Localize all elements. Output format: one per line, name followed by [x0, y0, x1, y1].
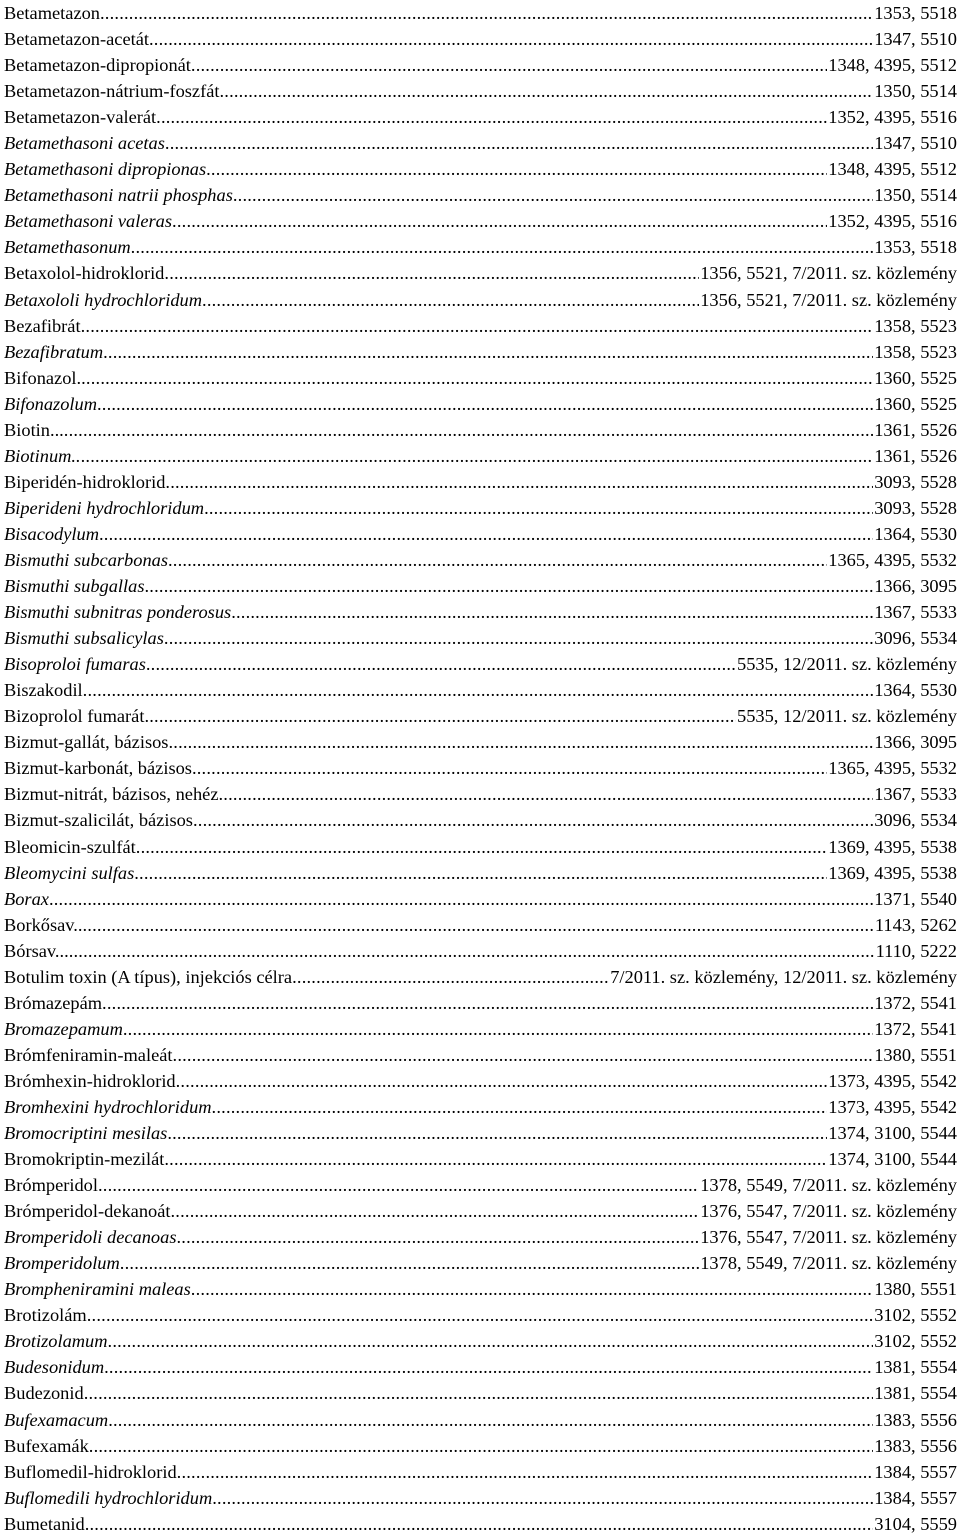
index-entry — [4, 78, 957, 104]
index-entry — [4, 313, 957, 339]
index-entry — [4, 52, 957, 78]
dot-leader — [81, 443, 874, 469]
dot-leader — [97, 391, 873, 417]
dot-leader — [173, 1042, 874, 1068]
index-pages: 1360, 5525 — [874, 393, 957, 414]
index-pages: 7/2011. sz. közlemény, 12/2011. sz. közlemény — [610, 966, 957, 987]
dot-leader — [172, 208, 827, 234]
dot-leader — [84, 1380, 874, 1406]
index-entry — [4, 1120, 957, 1146]
index-entry — [4, 287, 957, 313]
index-pages: 3096, 5534 — [874, 810, 957, 831]
index-term: Bismuthi subcarbonas — [4, 549, 168, 570]
dot-leader — [98, 1172, 699, 1198]
index-pages: 1110, 5222 — [875, 940, 957, 961]
index-pages: 1356, 5521, 7/2011. sz. közlemény — [700, 263, 957, 284]
index-pages: 1373, 4395, 5542 — [828, 1096, 957, 1117]
index-term: Brotizolamum — [4, 1331, 108, 1352]
index-pages: 1364, 5530 — [874, 523, 957, 544]
index-pages: 1367, 5533 — [874, 784, 957, 805]
index-entry — [4, 1042, 957, 1068]
index-pages: 1376, 5547, 7/2011. sz. közlemény — [700, 1201, 957, 1222]
index-pages: 1380, 5551 — [874, 1279, 957, 1300]
index-pages: 1356, 5521, 7/2011. sz. közlemény — [700, 289, 957, 310]
index-pages: 1143, 5262 — [874, 914, 957, 935]
index-entry — [4, 234, 957, 260]
index-entry — [4, 1354, 957, 1380]
index-entry — [4, 469, 957, 495]
index-term: Brómperidol-dekanoát — [4, 1201, 171, 1222]
index-entry — [4, 1380, 957, 1406]
index-entry — [4, 573, 957, 599]
index-pages: 1376, 5547, 7/2011. sz. közlemény — [700, 1227, 957, 1248]
index-term: Betametazon — [4, 3, 100, 23]
index-entry — [4, 599, 957, 625]
index-entry — [4, 834, 957, 860]
index-entry — [4, 1433, 957, 1459]
dot-leader — [165, 130, 873, 156]
index-pages: 1358, 5523 — [874, 341, 957, 362]
index-term: Bórsav... — [4, 940, 69, 961]
index-term: Betaxolol-hidroklorid — [4, 263, 165, 284]
index-pages: 1372, 5541 — [874, 1018, 957, 1039]
dot-leader — [176, 1224, 699, 1250]
index-pages: 1361, 5526 — [874, 445, 957, 466]
index-term: Biotin... — [4, 419, 64, 440]
index-pages: 1361, 5526 — [874, 419, 957, 440]
dot-leader — [49, 886, 873, 912]
index-entry — [4, 1302, 957, 1328]
index-entry — [4, 26, 957, 52]
index-term: Bisacodylum — [4, 523, 99, 544]
index-entry — [4, 1094, 957, 1120]
dot-leader — [206, 156, 827, 182]
dot-leader — [164, 1146, 827, 1172]
index-term: Bizmut-nitrát, bázisos, nehéz — [4, 784, 219, 805]
dot-leader — [69, 938, 875, 964]
index-entry — [4, 625, 957, 651]
index-pages: 1366, 3095 — [874, 732, 957, 753]
index-pages: 1380, 5551 — [874, 1044, 957, 1065]
index-pages: 1366, 3095 — [874, 576, 957, 597]
index-term: Bromperidolum — [4, 1253, 120, 1274]
dot-leader — [136, 834, 828, 860]
index-entry — [4, 1172, 957, 1198]
index-entry — [4, 886, 957, 912]
index-entry — [4, 443, 957, 469]
index-entry — [4, 1224, 957, 1250]
index-term: Brómfeniramin-maleát — [4, 1044, 173, 1065]
index-pages: 1372, 5541 — [874, 992, 957, 1013]
dot-leader — [202, 287, 699, 313]
index-term: Brómhexin-hidroklorid — [4, 1070, 176, 1091]
index-entry — [4, 729, 957, 755]
index-pages: 1371, 5540 — [874, 888, 957, 909]
dot-leader — [212, 1094, 828, 1120]
dot-leader — [83, 912, 874, 938]
dot-leader — [164, 625, 873, 651]
dot-leader — [167, 1120, 827, 1146]
index-term: Bleomicin-szulfát — [4, 836, 136, 857]
index-pages: 1383, 5556 — [874, 1409, 957, 1430]
index-entry — [4, 365, 957, 391]
index-pages: 3093, 5528 — [874, 497, 957, 518]
index-pages: 1384, 5557 — [874, 1487, 957, 1508]
index-term: Bromocriptini mesilas — [4, 1123, 168, 1144]
index-pages: 1381, 5554 — [874, 1357, 957, 1378]
dot-leader — [103, 339, 873, 365]
dot-leader — [193, 807, 873, 833]
index-entry — [4, 860, 957, 886]
index-pages: 5535, 12/2011. sz. közlemény — [737, 706, 957, 727]
dot-leader — [108, 1407, 873, 1433]
index-term: Borkősav.. — [4, 914, 83, 935]
index-entry — [4, 1016, 957, 1042]
index-entry — [4, 651, 957, 677]
index-pages: 1384, 5557 — [874, 1461, 957, 1482]
index-entry — [4, 260, 957, 286]
index-term: Betametazon-valerát — [4, 107, 157, 128]
index-pages: 1353, 5518 — [874, 237, 957, 258]
index-entry — [4, 677, 957, 703]
dot-leader — [83, 677, 874, 703]
index-term: Bufexamák — [4, 1435, 89, 1456]
index-term: Bromokriptin-mezilát — [4, 1149, 165, 1170]
index-entry — [4, 781, 957, 807]
index-term: Bizoprolol fumarát — [4, 706, 145, 727]
index-term: Brómperidol — [4, 1175, 98, 1196]
index-term: Bleomycini sulfas — [4, 862, 135, 883]
index-pages: 1365, 4395, 5532 — [828, 549, 957, 570]
index-term: Betametazon-dipropionát — [4, 55, 191, 76]
index-pages: 3096, 5534 — [874, 628, 957, 649]
dot-leader — [87, 1302, 873, 1328]
index-pages: 3093, 5528 — [874, 471, 957, 492]
dot-leader — [144, 703, 736, 729]
index-pages: 1360, 5525 — [874, 367, 957, 388]
index-entry — [4, 1485, 957, 1511]
index-pages: 1369, 4395, 5538 — [828, 862, 957, 883]
index-pages: 1352, 4395, 5516 — [828, 107, 957, 128]
dot-leader — [123, 1016, 873, 1042]
index-term: Bufexamacum — [4, 1409, 109, 1430]
dot-leader — [204, 495, 873, 521]
index-term: Bizmut-szalicilát, bázisos — [4, 810, 193, 831]
dot-leader — [131, 234, 874, 260]
index-term: Buflomedil-hidroklorid — [4, 1461, 177, 1482]
dot-leader — [102, 990, 873, 1016]
index-term: Bumetanid — [4, 1513, 85, 1534]
dot-leader — [100, 0, 873, 26]
dot-leader — [191, 1276, 873, 1302]
index-term: Bizmut-karbonát, bázisos — [4, 758, 192, 779]
index-term: Bismuthi subgallas — [4, 576, 145, 597]
index-term: Betamethasoni natrii phosphas — [4, 185, 233, 206]
index-entry — [4, 1250, 957, 1276]
index-term: Brotizolám — [4, 1305, 87, 1326]
dot-leader — [146, 651, 736, 677]
index-entry — [4, 912, 957, 938]
dot-leader — [81, 313, 874, 339]
index-term: Bifonazolum — [4, 393, 97, 414]
index-pages: 3102, 5552 — [874, 1331, 957, 1352]
index-pages: 1365, 4395, 5532 — [828, 758, 957, 779]
dot-leader — [219, 78, 873, 104]
index-term: Bromperidoli decanoas — [4, 1227, 177, 1248]
index-entry — [4, 182, 957, 208]
index-term: Bifonazol. — [4, 367, 82, 388]
index-term: Bismuthi subsalicylas — [4, 628, 164, 649]
index-pages: 1347, 5510 — [874, 29, 957, 50]
index-term: Betamethasonum — [4, 237, 131, 258]
index-entry — [4, 990, 957, 1016]
index-entry — [4, 547, 957, 573]
index-term: Bromazepamum — [4, 1018, 123, 1039]
index-pages: 1358, 5523 — [874, 315, 957, 336]
index-term: Betametazon-acetát — [4, 29, 149, 50]
index-pages: 1348, 4395, 5512 — [828, 159, 957, 180]
index-entry — [4, 391, 957, 417]
index-term: Betametazon-nátrium-foszfát — [4, 81, 220, 102]
dot-leader — [149, 26, 873, 52]
index-pages: 1381, 5554 — [874, 1383, 957, 1404]
index-pages: 1369, 4395, 5538 — [828, 836, 957, 857]
index-term: Bromhexini hydrochloridum — [4, 1096, 212, 1117]
dot-leader — [177, 1459, 874, 1485]
dot-leader — [176, 1068, 828, 1094]
dot-leader — [219, 781, 874, 807]
index-entry — [4, 208, 957, 234]
dot-leader — [171, 1198, 700, 1224]
dot-leader — [168, 729, 873, 755]
index-pages: 1348, 4395, 5512 — [828, 55, 957, 76]
index-entry — [4, 1276, 957, 1302]
dot-leader — [64, 417, 873, 443]
dot-leader — [231, 599, 873, 625]
index-entry — [4, 495, 957, 521]
index-entry — [4, 339, 957, 365]
index-pages: 1352, 4395, 5516 — [828, 211, 957, 232]
dot-leader — [134, 860, 827, 886]
index-term: Bisoproloi fumaras — [4, 654, 146, 675]
index-term: Betamethasoni valeras — [4, 211, 173, 232]
dot-leader — [156, 104, 827, 130]
dot-leader — [212, 1485, 873, 1511]
dot-leader — [233, 182, 873, 208]
index-entry — [4, 1068, 957, 1094]
dot-leader — [164, 260, 699, 286]
index-term: Biperideni hydrochloridum — [4, 497, 205, 518]
index-pages: 1364, 5530 — [874, 680, 957, 701]
index-term: Bizmut-gallát, bázisos — [4, 732, 169, 753]
dot-leader — [99, 521, 873, 547]
index-pages: 1374, 3100, 5544 — [828, 1149, 957, 1170]
dot-leader — [104, 1354, 873, 1380]
index-entry — [4, 755, 957, 781]
dot-leader — [81, 365, 873, 391]
index-pages: 1383, 5556 — [874, 1435, 957, 1456]
index-pages: 3104, 5559 — [874, 1513, 957, 1534]
index-term: Borax — [4, 888, 49, 909]
index-term: Betaxololi hydrochloridum — [4, 289, 203, 310]
index-entry — [4, 807, 957, 833]
dot-leader — [165, 469, 873, 495]
index-entry — [4, 964, 957, 990]
index-pages: 1373, 4395, 5542 — [828, 1070, 957, 1091]
index-pages: 5535, 12/2011. sz. közlemény — [737, 654, 957, 675]
index-entry — [4, 703, 957, 729]
index-entry — [4, 1328, 957, 1354]
dot-leader — [120, 1250, 699, 1276]
index-term: Betamethasoni dipropionas — [4, 159, 207, 180]
index-pages: 1378, 5549, 7/2011. sz. közlemény — [700, 1175, 957, 1196]
dot-leader — [89, 1433, 873, 1459]
index-term: Buflomedili hydrochloridum — [4, 1487, 213, 1508]
dot-leader — [168, 547, 827, 573]
dot-leader — [192, 755, 827, 781]
index-entry — [4, 104, 957, 130]
index-entry — [4, 938, 957, 964]
index-term: Biszakodil — [4, 680, 83, 701]
index-term: Brompheniramini maleas — [4, 1279, 191, 1300]
index-entry — [4, 1459, 957, 1485]
index-term: Botulim toxin (A típus), injekciós célra — [4, 966, 293, 987]
index-pages: 3102, 5552 — [874, 1305, 957, 1326]
dot-leader — [191, 52, 827, 78]
index-entry — [4, 1198, 957, 1224]
index-entry — [4, 1407, 957, 1433]
index-entry — [4, 1146, 957, 1172]
index-pages: 1367, 5533 — [874, 602, 957, 623]
index-entry — [4, 0, 957, 26]
index-entry — [4, 417, 957, 443]
dot-leader — [292, 964, 609, 990]
index-term: Bismuthi subnitras ponderosus — [4, 602, 232, 623]
index-pages: 1347, 5510 — [874, 133, 957, 154]
index-entry — [4, 156, 957, 182]
index-term: Bezafibrát — [4, 315, 81, 336]
index-entry — [4, 130, 957, 156]
dot-leader — [145, 573, 874, 599]
index-term: Budesonidum — [4, 1357, 105, 1378]
index-term: Betamethasoni acetas — [4, 133, 165, 154]
index-pages: 1378, 5549, 7/2011. sz. közlemény — [700, 1253, 957, 1274]
index-term: Brómazepám — [4, 992, 103, 1013]
index-term: Bezafibratum — [4, 341, 104, 362]
index-entry — [4, 521, 957, 547]
index-pages: 1350, 5514 — [874, 185, 957, 206]
index-pages: 1353, 5518 — [874, 3, 957, 23]
index-term: Budezonid — [4, 1383, 84, 1404]
dot-leader — [108, 1328, 874, 1354]
index-term: Biperidén-hidroklorid — [4, 471, 166, 492]
index-term: Biotinum.. — [4, 445, 81, 466]
index-pages: 1374, 3100, 5544 — [828, 1123, 957, 1144]
index-pages: 1350, 5514 — [874, 81, 957, 102]
